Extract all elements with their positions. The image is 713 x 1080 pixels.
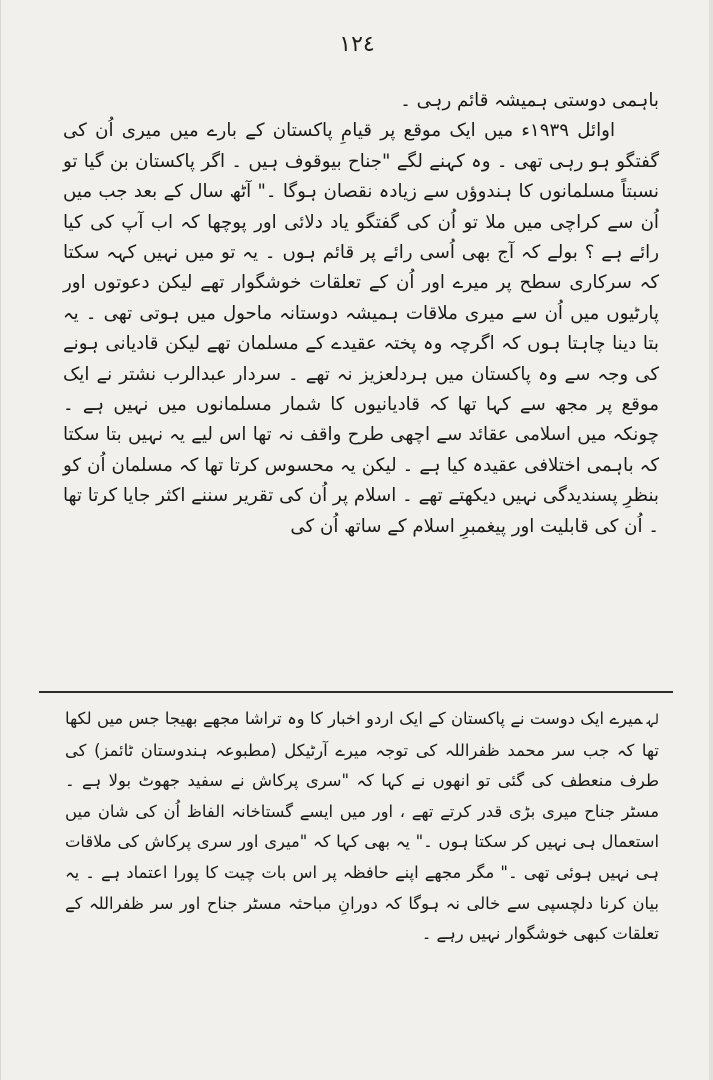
- scan-edge: [709, 0, 713, 1080]
- footnote: [65, 704, 659, 950]
- continuation-line: باہمی دوستی ہمیشہ قائم رہی ۔: [400, 90, 659, 111]
- footnote-paragraph: [65, 704, 659, 950]
- main-text: [63, 86, 659, 542]
- footnote-text: میرے ایک دوست نے پاکستان کے ایک اردو اخبار کا وہ تراشا مجھے بھیجا جس میں لکھا تھا کہ جب سر محمد ظفراللہ کی توجہ میرے آرٹیکل (مطبوعہ ہندوستان ٹائمز) کی طرف منعطف کی گئی تو انھوں نے کہا کہ "سری پرکاش نے سفید جھوٹ بولا ہے ۔ مسٹر جناح میری بڑی قدر کرتے تھے ، اور میں ایسے گستاخانہ الفاظ اُن کی شان میں استعمال ہی نہیں کر سکتا ہوں ۔" یہ بھی کہا کہ "میری اور سری پرکاش کی ملاقات ہی نہیں ہوئی تھی ۔" مگر مجھے اپنے حافظہ پر اس بات چیت کا پورا اعتماد ہے ۔ یہ بیان کرنا دلچسپی سے خالی نہ ہوگا کہ دورانِ مباحثہ مسٹر جناح اور سر ظفراللہ کے تعلقات کبھی خوشگوار نہیں رہے ۔: [65, 709, 659, 944]
- footnote-divider: [39, 691, 673, 693]
- footnote-marker: لہ: [646, 712, 659, 728]
- page-number: ١٢٤: [339, 32, 375, 57]
- main-paragraph: اوائل ۱۹۳۹ء میں ایک موقع پر قیامِ پاکستان کے بارے میں میری اُن کی گفتگو ہو رہی تھی ۔ وہ کہنے لگے "جناح بیوقوف ہیں ۔ اگر پاکستان بن گیا تو نسبتاً مسلمانوں کا ہندوؤں سے زیادہ نقصان ہوگا ۔" آٹھ سال کے بعد جب میں اُن سے کراچی میں ملا تو اُن کی گفتگو یاد دلائی اور پوچھا کہ اب آپ کی کیا رائے ہے ؟ بولے کہ آج بھی اُسی رائے پر قائم ہوں ۔ یہ تو میں نہیں کہہ سکتا کہ سرکاری سطح پر میرے اور اُن کے تعلقات خوشگوار تھے لیکن دعوتوں اور پارٹیوں میں اُن سے میری ملاقات ہمیشہ دوستانہ ماحول میں ہوتی تھی ۔ یہ بتا دینا چاہتا ہوں کہ اگرچہ وہ پختہ عقیدے کے مسلمان تھے لیکن قادیانی ہونے کی وجہ سے وہ پاکستان میں ہردلعزیز نہ تھے ۔ سردار عبدالرب نشتر نے ایک موقع پر مجھ سے کہا تھا کہ قادیانیوں کا شمار مسلمانوں میں نہیں ہے ۔ چونکہ میں اسلامی عقائد سے اچھی طرح واقف نہ تھا اس لیے یہ نہیں بتا سکتا کہ باہمی اختلافی عقیدہ کیا ہے ۔ لیکن یہ محسوس کرتا تھا کہ مسلمان اُن کو بنظرِ پسندیدگی نہیں دیکھتے تھے ۔ اسلام پر اُن کی تقریر سننے اکثر جایا کرتا تھا ۔ اُن کی قابلیت اور پیغمبرِ اسلام کے ساتھ اُن کی: [63, 120, 659, 537]
